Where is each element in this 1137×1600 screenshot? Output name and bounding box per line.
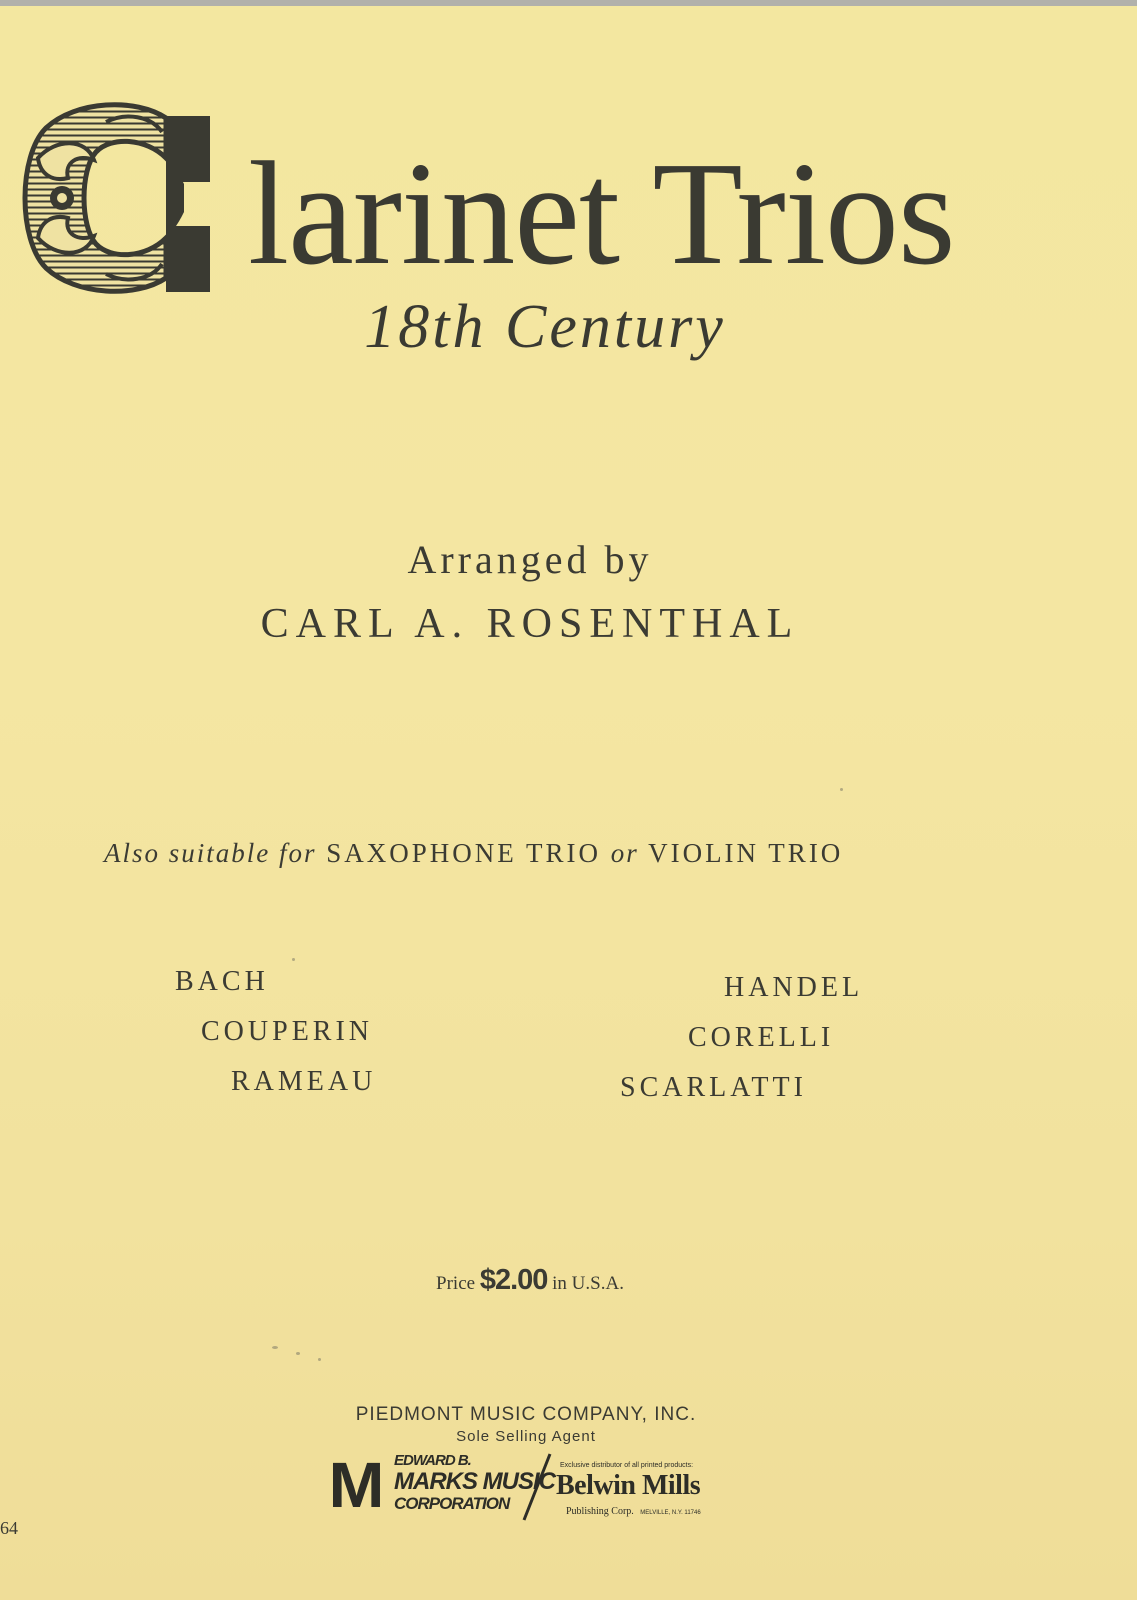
paper-speck — [292, 958, 295, 961]
price-label: Price — [436, 1273, 476, 1294]
suitable-prefix: Also suitable for — [104, 838, 317, 868]
svg-text:C: C — [116, 216, 117, 217]
price-line — [0, 1264, 1060, 1297]
composer-corelli: CORELLI — [688, 1022, 835, 1053]
catalog-number: 64 — [0, 1518, 18, 1538]
suitable-option-saxophone: SAXOPHONE TRIO — [326, 838, 602, 868]
logo-ebm-line3: CORPORATION — [394, 1494, 510, 1513]
composer-scarlatti: SCARLATTI — [620, 1072, 807, 1103]
belwin-subline — [566, 1506, 701, 1517]
suitable-option-violin: VIOLIN TRIO — [648, 838, 844, 868]
belwin-mills-logo: Belwin Mills — [556, 1470, 701, 1501]
composer-handel: HANDEL — [724, 972, 864, 1003]
logo-divider-slash — [520, 1452, 554, 1522]
paper-speck — [272, 1346, 278, 1349]
logo-ebm-line2: MARKS MUSIC — [394, 1468, 555, 1495]
instrument-suitability — [104, 838, 843, 869]
composer-bach: BACH — [175, 966, 269, 997]
publisher-role: Sole Selling Agent — [456, 1428, 596, 1445]
price-suffix: in U.S.A. — [552, 1273, 624, 1294]
paper-speck — [296, 1352, 300, 1355]
publisher-name: PIEDMONT MUSIC COMPANY, INC. — [355, 1404, 697, 1425]
belwin-publishing: Publishing Corp. — [566, 1506, 634, 1517]
arranger-name: CARL A. ROSENTHAL — [260, 601, 800, 647]
em-monogram-icon: M — [328, 1449, 385, 1521]
ornamental-drop-cap — [16, 98, 216, 298]
composer-rameau: RAMEAU — [231, 1066, 377, 1097]
belwin-location: MELVILLE, N.Y. 11746 — [640, 1510, 701, 1516]
suitable-connector: or — [610, 838, 639, 868]
composer-couperin: COUPERIN — [201, 1016, 374, 1047]
subtitle: 18th Century — [364, 293, 726, 361]
price-amount: $2.00 — [479, 1264, 548, 1296]
paper-speck — [840, 788, 843, 791]
belwin-tagline: Exclusive distributor of all printed products: — [560, 1462, 694, 1469]
arranged-by-label: Arranged by — [407, 537, 653, 582]
title-block — [16, 90, 1126, 310]
paper-speck — [318, 1358, 321, 1361]
logo-ebm-line1: EDWARD B. — [394, 1452, 471, 1469]
sheet-music-cover — [0, 6, 1137, 1600]
title-text: larinet Trios — [248, 132, 955, 296]
